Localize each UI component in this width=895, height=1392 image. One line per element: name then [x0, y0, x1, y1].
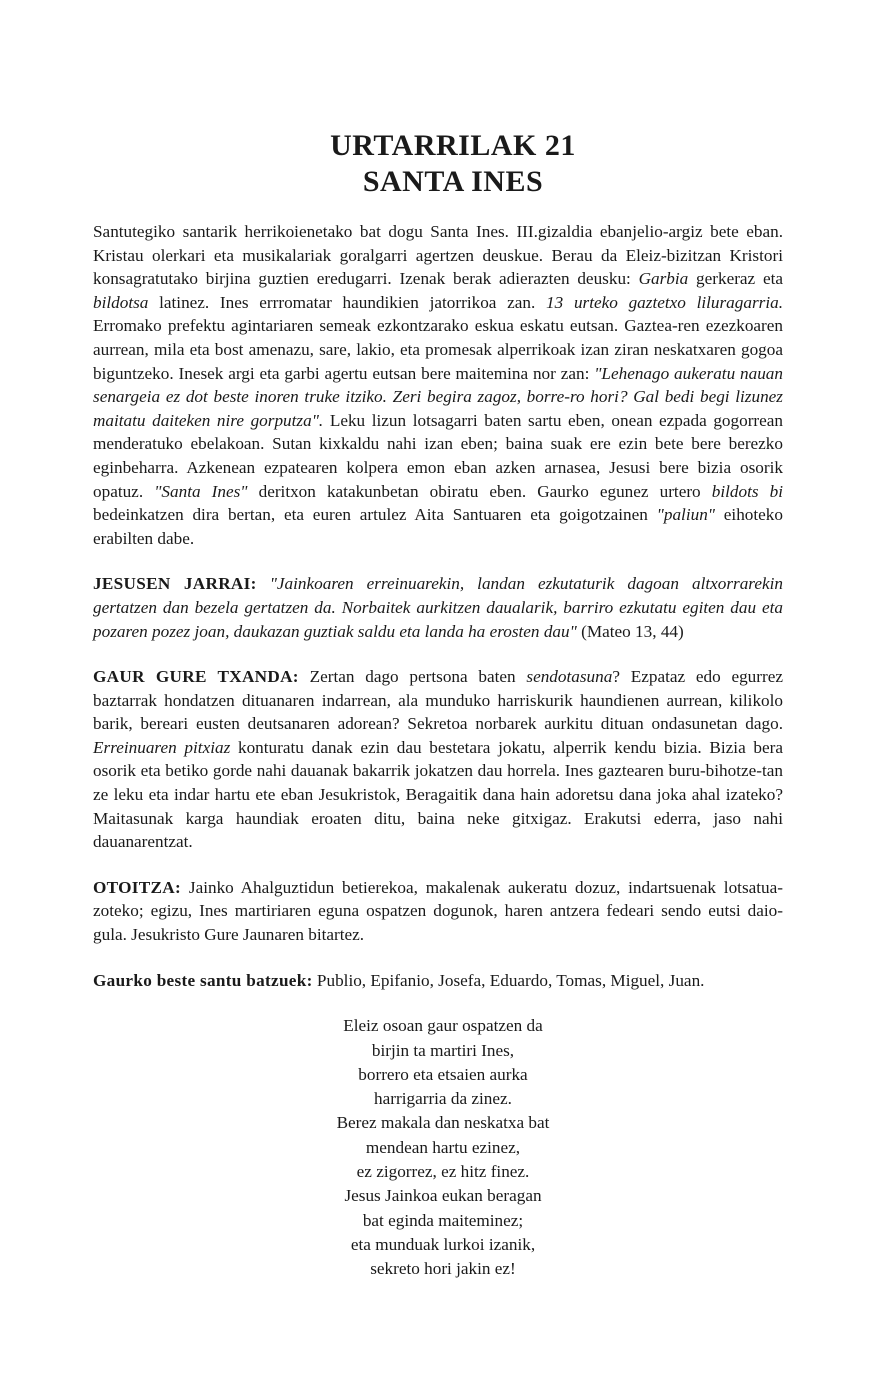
document-page — [93, 128, 783, 1281]
poem-line: ez zigorrez, ez hitz finez. — [356, 1162, 530, 1181]
poem-line: Jesus Jainkoa eukan beragan — [344, 1186, 542, 1206]
otoitza-text: Jainko Ahalguztidun betierekoa, makalenak aukeratu dozuz, indartsuenak lotsatua-zoteko; egizu, Ines martiriaren eguna ospatzen dogunok, haren antzera fedeari sendo eutsi daio-gula. Jesukristo Gure Jaunaren bitartez. — [93, 877, 783, 945]
intro-paragraph — [93, 220, 783, 550]
poem-line: borrero eta etsaien aurka — [358, 1064, 528, 1084]
gaur-text-1: Zertan dago pertsona baten — [298, 667, 527, 687]
beste-santuak-list: Publio, Epifanio, Josefa, Eduardo, Tomas, Miguel, Juan. — [312, 970, 705, 990]
intro-text-6: deritxon katakunbetan obiratu eben. Gaurko egunez urtero — [247, 481, 712, 501]
intro-italic-7: "paliun" — [656, 505, 716, 525]
intro-text-7: bedeinkatzen dira bertan, eta euren artulez Aita Santuaren eta goigotzainen — [93, 505, 657, 525]
poem-line: sekreto hori jakin ez! — [370, 1259, 516, 1279]
poem — [103, 1014, 783, 1281]
jesusen-jarrai-label: JESUSEN JARRAI: — [93, 574, 257, 594]
intro-text-2: gerkeraz eta — [688, 269, 783, 289]
otoitza-section — [93, 876, 783, 947]
title-date: URTARRILAK 21 — [330, 129, 576, 162]
beste-santuak-label: Gaurko beste santu batzuek: — [93, 970, 313, 990]
intro-quote: "Lehenago aukeratu nauan senargeia ez dot beste inoren truke itziko. Zeri begira zagoz, borre-ro hori? Gal bedi begi lizunez maitatu daiteken nire gorputza". — [93, 363, 783, 430]
poem-line: Berez makala dan neskatxa bat — [336, 1113, 550, 1133]
intro-text-8: eihoteko erabilten dabe. — [93, 505, 783, 548]
intro-text-1: Santutegiko santarik herrikoienetako bat dogu Santa Ines. III.gizaldia ebanjelio-argiz bete eban. Kristau olerkari eta musikalariak goralgarri agertzen deuskue. Berau da Eleiz-bizitzan Kristori konsagratutako birjina guztien eredugarri. Izenak berak adierazten deusku: — [93, 222, 783, 289]
intro-italic-1: Garbia — [638, 269, 689, 289]
intro-italic-3: 13 urteko gaztetxo liluragarria. — [546, 292, 783, 312]
gaur-text-3: konturatu danak ezin dau bestetara jokatu, alperrik kendu bizia. Bizia bera osorik eta betiko gorde nahi dauanak bakarrik jokatzen dau horrela. Ines gaztearen buru-bihotze-tan ze leku eta indar hartu ete eban Jesukristok, Beragaitik dana hain adoretsu dana joka ahal izateko? Maitasunak karga haundiak eroaten ditu, baina neke gitxigaz. Erakutsi ederra, jaso nahi dauanarentzat. — [93, 737, 784, 852]
intro-italic-2: bildotsa — [93, 292, 149, 312]
beste-santuak-section — [93, 969, 783, 993]
jesusen-jarrai-section — [93, 572, 783, 643]
poem-line: mendean hartu ezinez, — [365, 1137, 521, 1157]
otoitza-label: OTOITZA: — [93, 877, 182, 897]
intro-italic-6: bildots bi — [711, 481, 783, 501]
gaur-gure-txanda-section — [93, 665, 783, 854]
gaur-gure-txanda-label: GAUR GURE TXANDA: — [93, 667, 299, 687]
poem-line: Eleiz osoan gaur ospatzen da — [343, 1016, 543, 1036]
intro-text-4: Erromako prefektu agintariaren semeak ezkontzarako eskua eskatu eutsan. Gaztea-ren ezezkoaren aurrean, mila eta bost amenazu, sare, lakio, eta promesak alperrikoak izan ziran neskatxaren gogoa biguntzeko. Inesek argi eta garbi agertu eutsan bere maitemina nor zan: — [93, 316, 783, 383]
intro-text-5: Leku lizun lotsagarri baten sartu eben, onean ezpada gogorrean menderatuko ebelakoan. Sutan kixkaldu nahi izan eben; baina suak ere ezin bete bere berezko eginbeharra. Azkenean ezpatearen kolpera emon eban azken arnasea, Jesusi bere bizia osorik opatuz. — [93, 410, 784, 501]
gaur-text-2: ? Ezpataz edo egurrez baztarrak hondatzen dituanaren indarrean, ala munduko harriskurik haundienen aurrean, kilikolo barik, bereari eusten deutsanaren adorean? Sekretoa norbarek aurkitu dituan ondasunetan dago. — [93, 667, 783, 734]
intro-italic-5: "Santa Ines" — [154, 481, 248, 501]
poem-line: birjin ta martiri Ines, — [371, 1040, 515, 1060]
jesusen-jarrai-reference: (Mateo 13, 44) — [576, 621, 684, 641]
gaur-italic-2: Erreinuaren pitxiaz — [93, 737, 231, 757]
poem-line: harrigarria da zinez. — [374, 1089, 512, 1109]
poem-line: bat eginda maiteminez; — [362, 1210, 524, 1230]
page-title — [123, 128, 783, 200]
jesusen-jarrai-quote: "Jainkoaren erreinuarekin, landan ezkutaturik dagoan altxorrarekin gertatzen dan bezela gertatzen da. Norbaitek aurkitzen daualarik, barriro ezkutatu egiten dau eta pozaren pozez joan, daukazan guztiak saldu eta landa ha erosten dau" — [93, 574, 783, 641]
poem-line: eta munduak lurkoi izanik, — [350, 1234, 536, 1254]
intro-text-3: latinez. Ines errromatar haundikien jatorrikoa zan. — [148, 292, 547, 312]
title-saint: SANTA INES — [362, 165, 544, 198]
gaur-italic-1: sendotasuna — [526, 667, 613, 687]
